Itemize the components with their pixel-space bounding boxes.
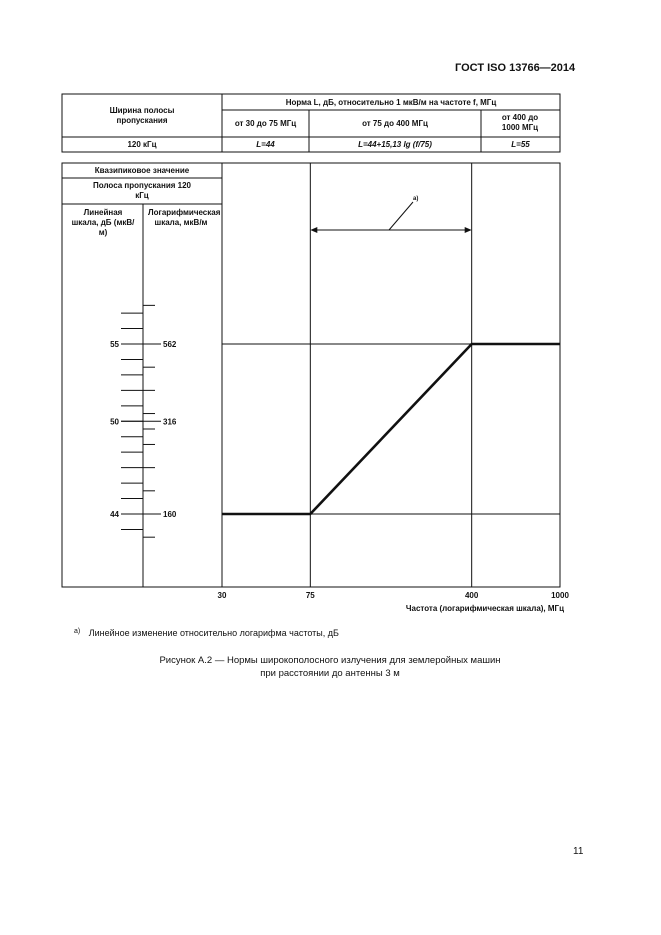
formula-2: L=44+15,13 lg (f/75): [358, 140, 432, 149]
side-bandwidth-label: Полоса пропускания 120 кГц: [93, 181, 191, 200]
formula-3: L=55: [511, 140, 530, 149]
log-value-562: 562: [163, 340, 177, 349]
x-tick-label-1000: 1000: [551, 591, 569, 600]
annotation-marker: a): [413, 196, 419, 202]
range-3: от 400 до 1000 МГц: [501, 113, 539, 132]
figure-caption-line2: при расстоянии до антенны 3 м: [260, 668, 400, 679]
linear-value-55: 55: [110, 340, 119, 349]
document-header: ГОСТ ISO 13766—2014: [455, 62, 576, 74]
range-1: от 30 до 75 МГц: [234, 119, 297, 128]
log-value-160: 160: [163, 510, 177, 519]
linear-scale-label: Линейная шкала, дБ (мкВ/м): [71, 208, 135, 237]
linear-value-44: 44: [110, 510, 119, 519]
norm-header: Норма L, дБ, относительно 1 мкВ/м на частоте f, МГц: [285, 98, 497, 107]
x-tick-label-400: 400: [464, 591, 479, 600]
linear-value-50: 50: [110, 417, 119, 427]
formula-1: L=44: [256, 140, 275, 149]
footnote-text: Линейное изменение относительно логарифма частоты, дБ: [88, 628, 339, 638]
page-number: 11: [573, 846, 584, 857]
log-value-316: 316: [163, 417, 177, 427]
x-tick-label-75: 75: [305, 591, 315, 600]
x-tick-label-30: 30: [217, 591, 227, 600]
annotation-leader: [389, 202, 413, 230]
plot-frame: [222, 163, 560, 587]
x-axis-label: Частота (логарифмическая шкала), МГц: [405, 604, 564, 613]
bandwidth-value: 120 кГц: [127, 140, 157, 149]
limit-line: [222, 344, 560, 514]
bandwidth-header: Ширина полосы пропускания: [109, 106, 175, 125]
range-arrow-left-head: [310, 227, 317, 233]
range-arrow-right-head: [465, 227, 472, 233]
range-2: от 75 до 400 МГц: [362, 119, 428, 128]
log-scale-label: Логарифмическая шкала, мкВ/м: [148, 208, 221, 227]
figure-caption-line1: Рисунок А.2 — Нормы широкополосного излучения для землеройных машин: [159, 655, 501, 666]
detector-label: Квазипиковое значение: [94, 166, 190, 175]
footnote-marker: a): [74, 628, 81, 635]
footnote: [74, 628, 339, 638]
